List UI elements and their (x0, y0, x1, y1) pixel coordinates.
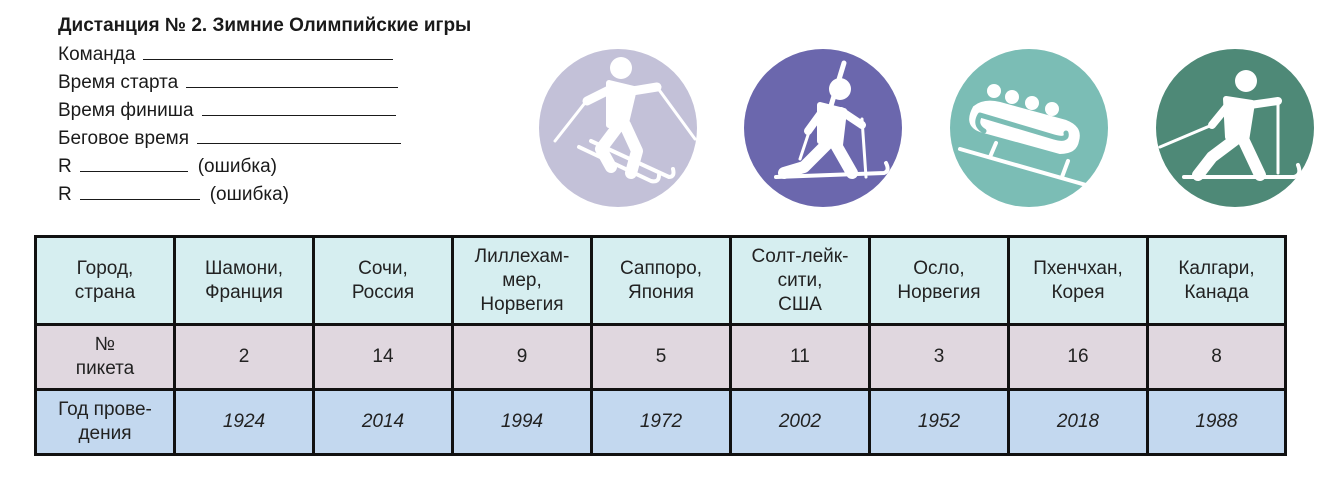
table-cell (1148, 325, 1286, 390)
cell-text: 9 (516, 346, 528, 367)
cross-country-skiing-icon (1156, 49, 1314, 207)
cell-text: Калгари, Канада (1178, 257, 1255, 303)
table-cell (870, 390, 1009, 455)
cell-text: Саппоро, Япония (619, 257, 703, 303)
form-label: R (58, 156, 72, 177)
cell-text: 14 (372, 346, 394, 367)
cell-text: 1952 (917, 411, 961, 432)
cell-text: Лиллехам- мер, Норвегия (474, 245, 570, 315)
row-header-picket (36, 325, 175, 390)
table-cell (1009, 390, 1148, 455)
form-label: Беговое время (58, 128, 189, 149)
table-row-picket (36, 325, 1286, 390)
table-row-year (36, 390, 1286, 455)
cell-text: 1972 (639, 411, 683, 432)
table-cell (870, 325, 1009, 390)
sport-icons (0, 49, 1338, 209)
cell-text: 2018 (1056, 411, 1100, 432)
cell-text: 1988 (1195, 411, 1238, 432)
cell-text: 1924 (222, 411, 266, 432)
table-cell (1009, 325, 1148, 390)
form-suffix: (ошибка) (197, 156, 277, 177)
cell-text: 8 (1211, 346, 1222, 367)
table-cell (731, 390, 870, 455)
cell-text: 11 (790, 346, 810, 367)
table-cell (1148, 390, 1286, 455)
cell-text: Город, страна (74, 257, 136, 303)
form-suffix: (ошибка) (209, 184, 289, 205)
cell-text: Солт-лейк- сити, США (751, 245, 849, 315)
table-cell (314, 325, 453, 390)
table-cell (175, 390, 314, 455)
biathlon-icon (744, 49, 902, 207)
cell-text: 2 (238, 346, 250, 367)
cell-text: Год прове- дения (58, 399, 152, 444)
form-label: Время старта (58, 72, 179, 93)
table-cell (453, 325, 592, 390)
cell-text: 2002 (778, 411, 822, 432)
cell-text: 1994 (500, 411, 544, 432)
table-cell (453, 237, 592, 325)
form-label: Команда (58, 44, 136, 65)
cell-text: 16 (1067, 346, 1089, 367)
cell-text: 2014 (361, 411, 405, 432)
cell-text: Шамони, Франция (205, 257, 283, 303)
cell-text: 5 (655, 346, 667, 367)
table-cell (314, 237, 453, 325)
bobsleigh-icon (950, 49, 1108, 207)
form-label: R (58, 184, 72, 205)
row-header-year (36, 390, 175, 455)
table-cell (870, 237, 1009, 325)
table-cell (731, 237, 870, 325)
table-cell (453, 390, 592, 455)
form-title: Дистанция № 2. Зимние Олимпийские игры (58, 15, 472, 36)
table-cell (175, 237, 314, 325)
olympics-table (34, 235, 1287, 456)
table-cell (1148, 237, 1286, 325)
table-cell (592, 325, 731, 390)
cell-text: Пхенчхан, Корея (1033, 257, 1123, 303)
cell-text: № пикета (75, 334, 135, 379)
form-label: Время финиша (58, 100, 194, 121)
table-cell (731, 325, 870, 390)
cell-text: Осло, Норвегия (897, 257, 981, 303)
table-cell (592, 390, 731, 455)
table-cell (314, 390, 453, 455)
table-row-city (36, 237, 1286, 325)
table-cell (175, 325, 314, 390)
table-cell (592, 237, 731, 325)
alpine-skiing-icon (539, 49, 697, 207)
cell-text: 3 (933, 346, 945, 367)
table-cell (1009, 237, 1148, 325)
row-header-city (36, 237, 175, 325)
cell-text: Сочи, Россия (351, 257, 415, 303)
